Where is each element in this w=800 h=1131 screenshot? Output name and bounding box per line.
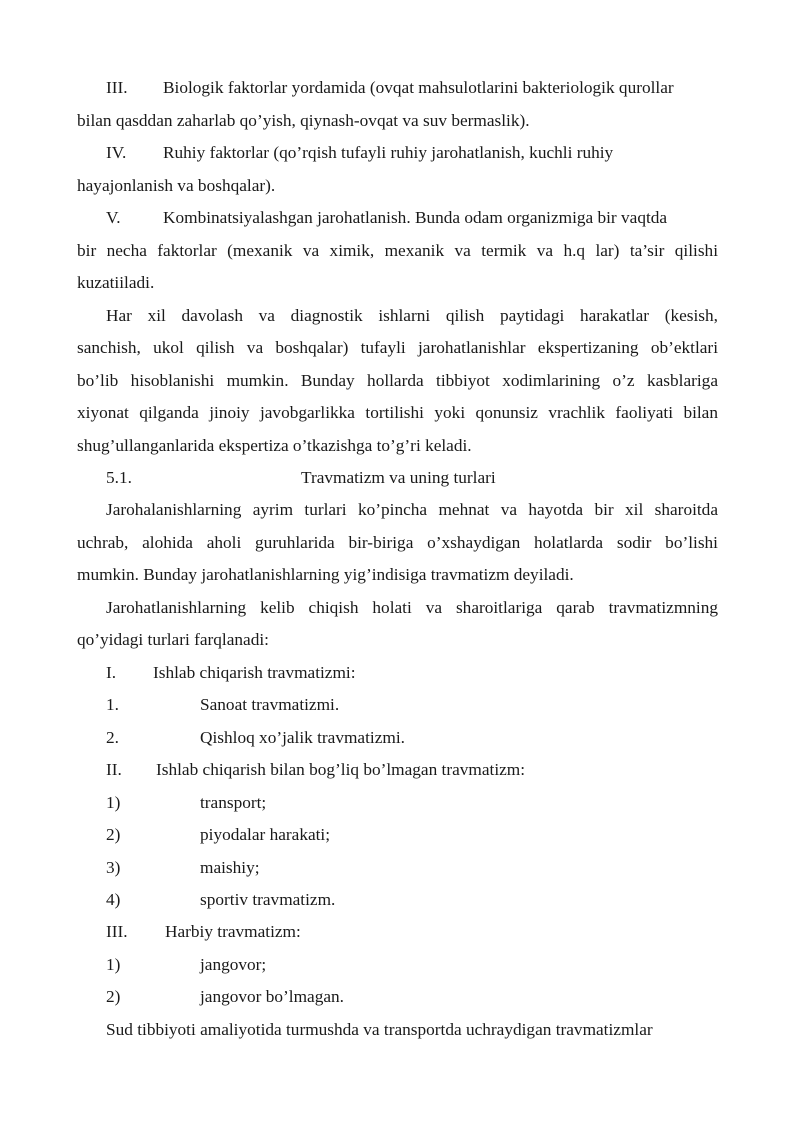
list-item: [106, 792, 266, 814]
list-marker: III.: [106, 78, 128, 97]
paragraph-line: [106, 207, 667, 229]
paragraph-line: Jarohatlanishlarning kelib chiqish holati va sharoitlariga qarab travmatizmning: [106, 598, 718, 617]
list-item-text: Ishlab chiqarish bilan bog’liq bo’lmagan travmatizm:: [156, 760, 526, 779]
list-item: [106, 727, 405, 749]
list-marker: I.: [106, 663, 117, 682]
paragraph-line: xiyonat qilganda jinoiy javobgarlikka tortilishi yoki qonunsiz vrachlik faoliyati bilan: [77, 403, 718, 422]
list-item-text: jangovor bo’lmagan.: [200, 987, 344, 1006]
list-item: [106, 986, 344, 1008]
paragraph-line: hayajonlanish va boshqalar).: [77, 176, 276, 195]
section-title: Travmatizm va uning turlari: [301, 468, 496, 487]
list-item-text: Qishloq xo’jalik travmatizmi.: [200, 728, 405, 747]
list-marker: 1): [106, 793, 121, 812]
list-marker: 2): [106, 987, 121, 1006]
list-marker: 2.: [106, 728, 119, 747]
paragraph-line: uchrab, alohida aholi guruhlarida bir-biriga o’xshaydigan holatlarda sodir bo’lishi: [77, 533, 718, 552]
list-item-text: Ishlab chiqarish travmatizmi:: [153, 663, 356, 682]
paragraph-line: qo’yidagi turlari farqlanadi:: [77, 630, 269, 649]
paragraph-text: Ruhiy faktorlar (qo’rqish tufayli ruhiy jarohatlanish, kuchli ruhiy: [163, 143, 614, 162]
list-marker: 2): [106, 825, 121, 844]
section-number: 5.1.: [106, 468, 132, 487]
list-marker: V.: [106, 208, 121, 227]
list-item: [106, 824, 330, 846]
paragraph-line: [106, 77, 674, 99]
list-item: [106, 889, 335, 911]
list-item-text: Sanoat travmatizmi.: [200, 695, 340, 714]
list-item-text: piyodalar harakati;: [200, 825, 331, 844]
list-item-text: maishiy;: [200, 858, 260, 877]
list-item-text: transport;: [200, 793, 267, 812]
list-marker: 1): [106, 955, 121, 974]
list-item-text: sportiv travmatizm.: [200, 890, 336, 909]
list-item: [106, 662, 356, 684]
paragraph-line: bo’lib hisoblanishi mumkin. Bunday hollarda tibbiyot xodimlarining o’z kasblariga: [77, 371, 718, 390]
paragraph-line: mumkin. Bunday jarohatlanishlarning yig’indisiga travmatizm deyiladi.: [77, 565, 574, 584]
paragraph-line: [106, 142, 613, 164]
paragraph-line: shug’ullanganlarida ekspertiza o’tkazishga to’g’ri keladi.: [77, 436, 472, 455]
paragraph-line: Jarohalanishlarning ayrim turlari ko’pincha mehnat va hayotda bir xil sharoitda: [106, 500, 718, 519]
list-marker: II.: [106, 760, 122, 779]
list-item: [106, 921, 301, 943]
list-item: [106, 759, 525, 781]
paragraph-line: Sud tibbiyoti amaliyotida turmushda va transportda uchraydigan travmatizmlar: [106, 1020, 653, 1039]
paragraph-line: Har xil davolash va diagnostik ishlarni qilish paytidagi harakatlar (kesish,: [106, 306, 718, 325]
section-heading: [106, 467, 496, 489]
list-item: [106, 857, 260, 879]
paragraph-line: bir necha faktorlar (mexanik va ximik, mexanik va termik va h.q lar) ta’sir qilishi: [77, 241, 718, 260]
list-item: [106, 694, 339, 716]
paragraph-line: bilan qasddan zaharlab qo’yish, qiynash-ovqat va suv bermaslik).: [77, 111, 530, 130]
list-marker: III.: [106, 922, 128, 941]
list-marker: 1.: [106, 695, 119, 714]
list-item-text: jangovor;: [200, 955, 267, 974]
paragraph-text: Biologik faktorlar yordamida (ovqat mahsulotlarini bakteriologik qurollar: [163, 78, 674, 97]
list-marker: IV.: [106, 143, 127, 162]
paragraph-line: kuzatiiladi.: [77, 273, 155, 292]
list-marker: 3): [106, 858, 121, 877]
list-item: [106, 954, 266, 976]
paragraph-line: sanchish, ukol qilish va boshqalar) tufayli jarohatlanishlar ekspertizaning ob’ektlari: [77, 338, 718, 357]
list-item-text: Harbiy travmatizm:: [165, 922, 301, 941]
list-marker: 4): [106, 890, 121, 909]
paragraph-text: Kombinatsiyalashgan jarohatlanish. Bunda odam organizmiga bir vaqtda: [163, 208, 668, 227]
